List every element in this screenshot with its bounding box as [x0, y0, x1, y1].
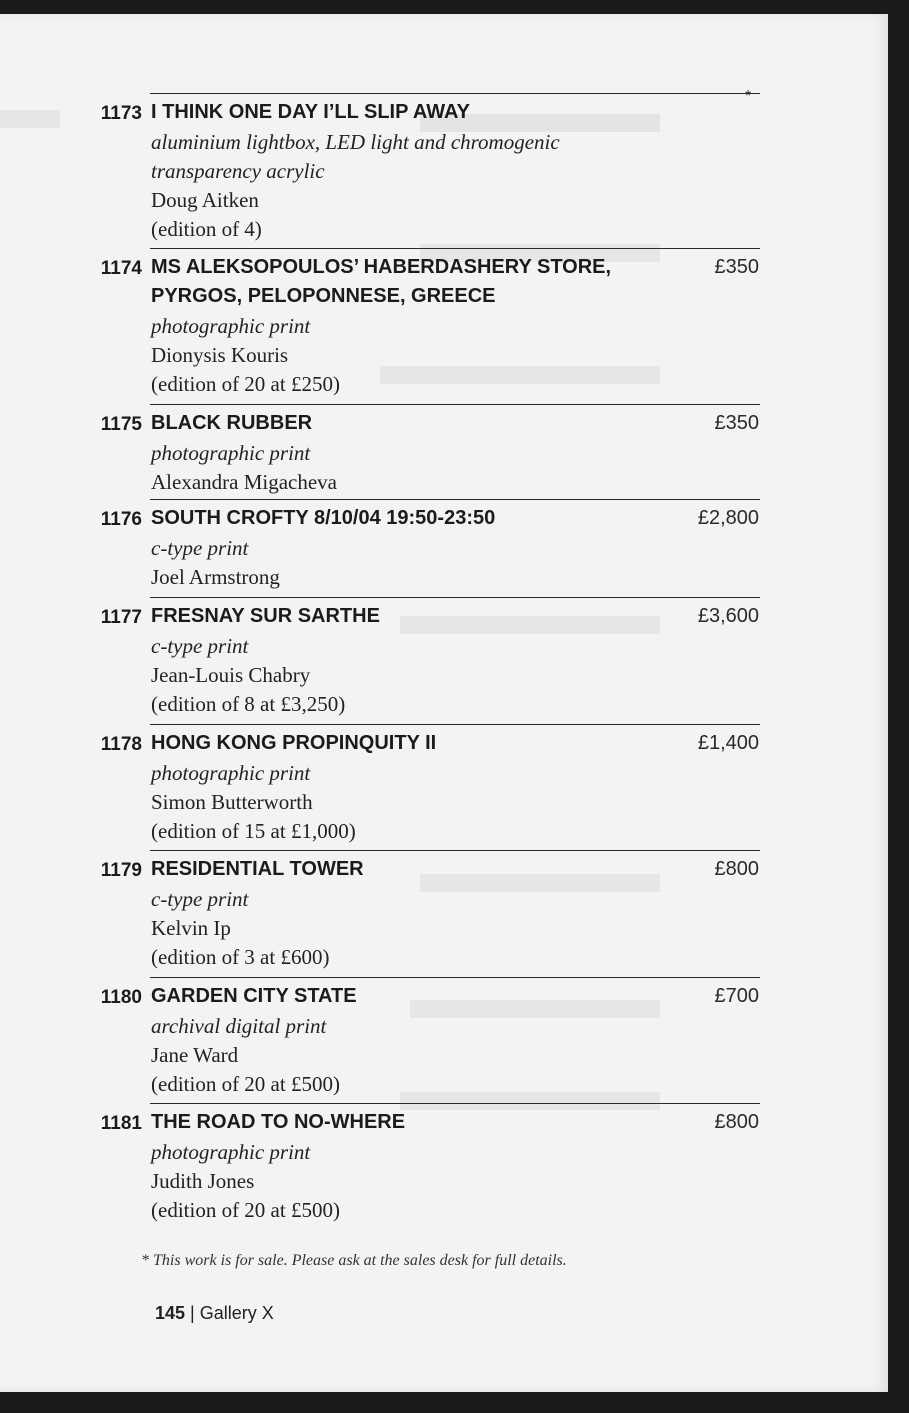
- lot-divider: [150, 248, 760, 249]
- lot-number: 1180: [100, 987, 142, 1008]
- lot-artist: Simon Butterworth: [151, 790, 313, 814]
- lot-number: 1177: [100, 607, 142, 628]
- lot-edition: (edition of 20 at £250): [151, 372, 340, 396]
- footnote: * This work is for sale. Please ask at the sales desk for full details.: [141, 1252, 567, 1269]
- lot-artist: Dionysis Kouris: [151, 343, 289, 367]
- lot-number: 1181: [100, 1113, 142, 1134]
- lot-number: 1179: [100, 860, 142, 881]
- lot-artist: Doug Aitken: [151, 188, 259, 212]
- lot-artist: Jane Ward: [151, 1043, 239, 1067]
- show-through: [380, 366, 660, 384]
- lot-artist: Alexandra Migacheva: [151, 470, 337, 494]
- lot-price: £350: [714, 412, 759, 434]
- lot-edition: (edition of 20 at £500): [151, 1072, 340, 1096]
- lot-medium: photographic print: [151, 1140, 311, 1164]
- lot-artist: Kelvin Ip: [151, 916, 231, 940]
- lot-edition: (edition of 20 at £500): [151, 1198, 340, 1222]
- lot-edition: (edition of 4): [151, 217, 262, 241]
- lot-medium: archival digital print: [151, 1014, 327, 1038]
- catalogue-page: [0, 14, 888, 1392]
- lot-title: HONG KONG PROPINQUITY II: [151, 732, 437, 754]
- lot-artist: Judith Jones: [151, 1169, 255, 1193]
- lot-title: RESIDENTIAL TOWER: [151, 858, 364, 880]
- lot-price: £350: [714, 256, 759, 278]
- lot-medium: c-type print: [151, 634, 249, 658]
- lot-divider: [150, 977, 760, 978]
- page-number: 145: [155, 1303, 186, 1323]
- lot-medium: photographic print: [151, 761, 311, 785]
- lot-medium: photographic print: [151, 314, 311, 338]
- lot-divider: [150, 597, 760, 598]
- lot-edition: (edition of 15 at £1,000): [151, 819, 356, 843]
- lot-title: BLACK RUBBER: [151, 412, 313, 434]
- section-name: Gallery X: [199, 1303, 274, 1323]
- lot-price: £1,400: [697, 732, 759, 754]
- lot-price: £2,800: [697, 507, 759, 529]
- lot-number: 1176: [100, 509, 142, 530]
- lot-medium: aluminium lightbox, LED light and chromogenic: [151, 130, 560, 154]
- lot-title: GARDEN CITY STATE: [151, 985, 357, 1007]
- lot-medium: photographic print: [151, 441, 311, 465]
- lot-edition: (edition of 8 at £3,250): [151, 692, 346, 716]
- page-footer: [155, 1303, 274, 1324]
- lot-medium: c-type print: [151, 887, 249, 911]
- lot-medium: c-type print: [151, 536, 249, 560]
- lot-title: SOUTH CROFTY 8/10/04 19:50-23:50: [151, 507, 496, 529]
- lot-artist: transparency acrylic: [151, 159, 325, 183]
- lot-divider: [150, 850, 760, 851]
- lot-divider: [150, 1103, 760, 1104]
- lot-price: £800: [714, 858, 759, 880]
- lot-divider: [150, 724, 760, 725]
- lot-title: THE ROAD TO NO-WHERE: [151, 1111, 406, 1133]
- lot-price: £700: [714, 985, 759, 1007]
- lot-price: £3,600: [697, 605, 759, 627]
- folio-separator: |: [185, 1303, 200, 1323]
- lot-number: 1174: [100, 258, 142, 279]
- lot-artist: Jean-Louis Chabry: [151, 663, 311, 687]
- lot-price: £800: [714, 1111, 759, 1133]
- for-sale-marker: *: [745, 88, 752, 105]
- lot-number: 1175: [100, 414, 142, 435]
- lot-divider: [150, 404, 760, 405]
- lot-number: 1178: [100, 734, 142, 755]
- lot-number: 1173: [100, 103, 142, 124]
- lot-divider: [150, 499, 760, 500]
- lot-edition: (edition of 3 at £600): [151, 945, 330, 969]
- lot-divider: [150, 93, 760, 94]
- lot-title: MS ALEKSOPOULOS’ HABERDASHERY STORE, PYRGOS, PELOPONNESE, GREECE: [151, 256, 612, 307]
- lot-title: I THINK ONE DAY I’LL SLIP AWAY: [151, 101, 470, 123]
- lot-title: FRESNAY SUR SARTHE: [151, 605, 380, 627]
- show-through: [0, 110, 60, 128]
- lot-artist: Joel Armstrong: [151, 565, 280, 589]
